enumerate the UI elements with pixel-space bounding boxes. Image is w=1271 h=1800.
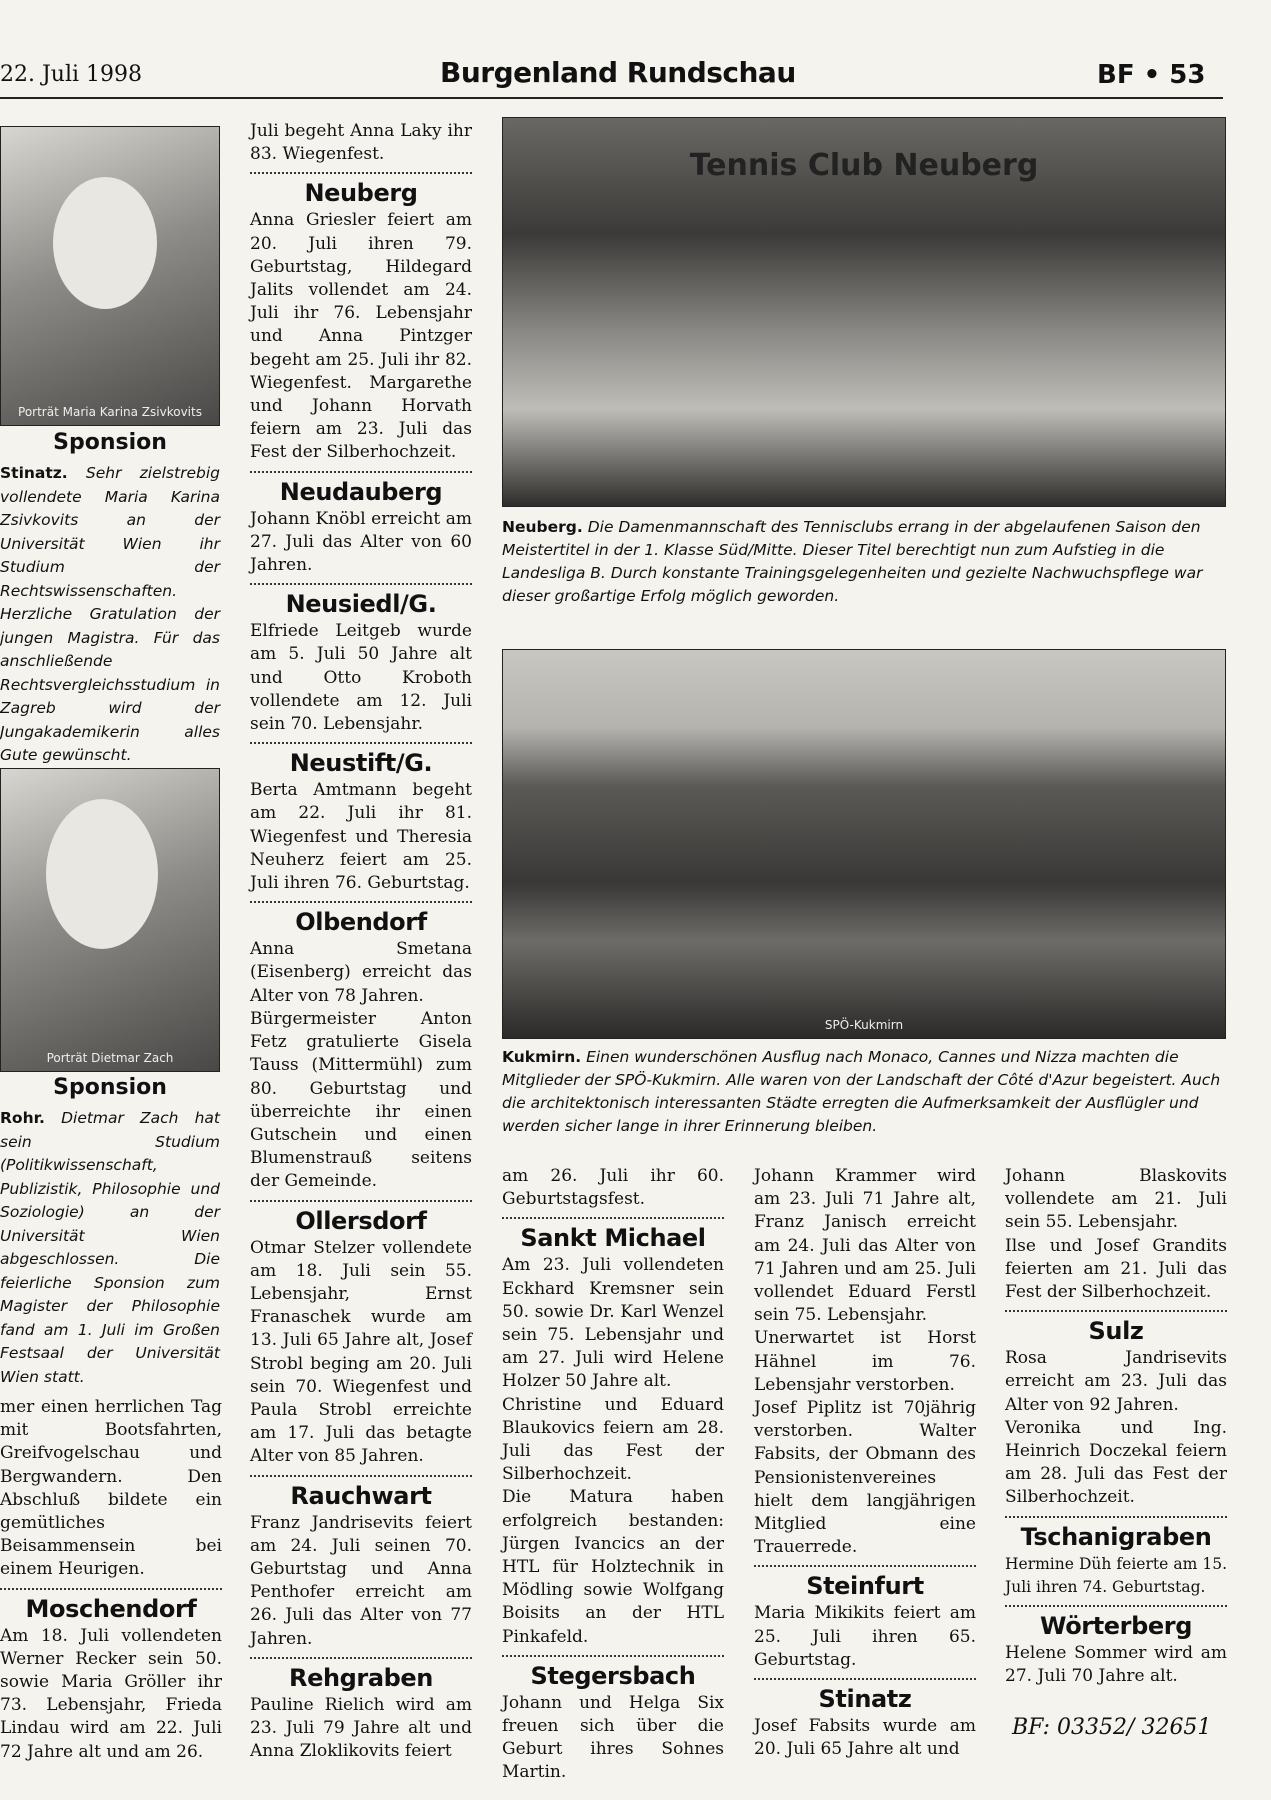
- group-caption-town: Kukmirn.: [502, 1048, 582, 1066]
- woerterberg-text: Helene Sommer wird am 27. Juli 70 Jahre alt.: [1005, 1643, 1227, 1687]
- dotted-divider: [250, 583, 472, 585]
- group-photo-label: SPÖ-Kukmirn: [824, 1018, 904, 1032]
- column-4: [754, 1165, 976, 1761]
- olbendorf-text-1: Anna Smetana (Eisenberg) erreicht das Alter von 78 Jahren.: [250, 939, 472, 1006]
- column-1-bottom: [0, 1396, 222, 1764]
- sulz-text-2: Veronika und Ing. Heinrich Doczekal feiern am 28. Juli das Fest der Silberhochzeit.: [1005, 1417, 1227, 1508]
- sankt-michael-text-1: Am 23. Juli vollendeten Eckhard Kremsner sein 50. sowie Dr. Karl Wenzel sein 75. Lebensjahr und am 27. Juli wird Helene Holzer 50 Jahre alt.: [502, 1255, 724, 1392]
- sponsion-town-1: Stinatz.: [0, 464, 68, 482]
- col5-continued-2: Ilse und Josef Grandits feierten am 21. Juli das Fest der Silberhochzeit.: [1005, 1235, 1227, 1303]
- column-5: [1005, 1165, 1227, 1688]
- page-number: BF • 53: [1097, 60, 1206, 90]
- tennis-caption-town: Neuberg.: [502, 518, 583, 536]
- town-heading-tschanigraben: Tschanigraben: [1020, 1522, 1212, 1551]
- sankt-michael-text-2: Christine und Eduard Blaukovics feiern am 28. Juli das Fest der Silberhochzeit.: [502, 1394, 724, 1485]
- town-heading-ollersdorf: Ollersdorf: [295, 1206, 427, 1235]
- town-heading-sankt-michael: Sankt Michael: [520, 1224, 706, 1253]
- moschendorf-text: Am 18. Juli vollendeten Werner Recker sein 50. sowie Maria Gröller ihr 73. Lebensjahr, Frieda Lindau wird am 22. Juli 72 Jahre alt und am 26.: [0, 1625, 222, 1762]
- tschanigraben-text: Hermine Düh feierte am 15. Juli ihren 74. Geburtstag.: [1005, 1554, 1227, 1596]
- issue-date: 22. Juli 1998: [0, 62, 143, 87]
- neusiedl-text: Elfriede Leitgeb wurde am 5. Juli 50 Jahre alt und Otto Kroboth vollendete am 12. Juli sein 70. Lebensjahr.: [250, 621, 472, 735]
- portrait-photo-1: [0, 126, 220, 426]
- column-2: [250, 120, 472, 1763]
- dotted-divider: [1005, 1605, 1227, 1607]
- col2-continued: Juli begeht Anna Laky ihr 83. Wiegenfest.: [250, 121, 472, 165]
- col1-continued: mer einen herrlichen Tag mit Bootsfahrten, Greifvogelschau und Bergwandern. Den Abschluß bildete ein gemütliches Beisammensein bei einem Heurigen.: [0, 1397, 222, 1580]
- stegersbach-text: Johann und Helga Six freuen sich über die Geburt ihres Sohnes Martin.: [502, 1692, 724, 1783]
- town-heading-sulz: Sulz: [1088, 1317, 1144, 1346]
- sponsion-article-2: [0, 1073, 220, 1389]
- town-heading-neudauberg: Neudauberg: [279, 477, 443, 506]
- dotted-divider: [250, 471, 472, 473]
- ollersdorf-text: Otmar Stelzer vollendete am 18. Juli sein 55. Lebensjahr, Ernst Franaschek wurde am 13. Juli 65 Jahre alt, Josef Strobl beging am 20. Juli sein 70. Wiegenfest und Paula Strobl erreichte am 17. Juli das betagte Alter von 85 Jahren.: [250, 1237, 472, 1467]
- town-heading-steinfurt: Steinfurt: [806, 1572, 924, 1601]
- neuberg-text: Anna Griesler feiert am 20. Juli ihren 79. Geburtstag, Hildegard Jalits vollendet am 24. Juli ihr 76. Lebensjahr und Anna Pintzger begeht am 25. Juli ihr 82. Wiegenfest. Margarethe und Johann Horvath feiern am 23. Juli das Fest der Silberhochzeit.: [250, 210, 472, 463]
- town-heading-neustift: Neustift/G.: [289, 749, 433, 778]
- col4-continued-3: Josef Piplitz ist 70jährig verstorben. Walter Fabsits, der Obmann des Pensionistenvereines hielt dem langjährigen Mitglied eine Trauerrede.: [754, 1398, 976, 1558]
- sponsion-heading-2: Sponsion: [53, 1075, 167, 1100]
- portrait-face: [46, 799, 158, 949]
- portrait-photo-2: [0, 768, 220, 1072]
- dotted-divider: [502, 1655, 724, 1657]
- town-heading-neusiedl: Neusiedl/G.: [285, 590, 437, 619]
- town-heading-rauchwart: Rauchwart: [290, 1481, 432, 1510]
- sulz-text-1: Rosa Jandrisevits erreicht am 23. Juli das Alter von 92 Jahren.: [1005, 1348, 1227, 1415]
- tennis-photo-label: Tennis Club Neuberg: [689, 148, 1039, 183]
- rauchwart-text: Franz Jandrisevits feiert am 24. Juli seinen 70. Geburtstag und Anna Penthofer erreicht am 26. Juli das Alter von 77 Jahren.: [250, 1512, 472, 1649]
- town-heading-stinatz: Stinatz: [818, 1685, 912, 1714]
- portrait-label: Porträt Dietmar Zach: [46, 1051, 174, 1065]
- neustift-text: Berta Amtmann begeht am 22. Juli ihr 81. Wiegenfest und Theresia Neuherz feiert am 25. Juli ihren 76. Geburtstag.: [250, 780, 472, 894]
- dotted-divider: [250, 1475, 472, 1477]
- town-heading-olbendorf: Olbendorf: [295, 908, 427, 937]
- rehgraben-text: Pauline Rielich wird am 23. Juli 79 Jahre alt und Anna Zloklikovits feiert: [250, 1694, 472, 1762]
- group-caption: [502, 1046, 1226, 1138]
- group-photo: [502, 649, 1226, 1039]
- dotted-divider: [250, 172, 472, 174]
- sponsion-text-1: Sehr zielstrebig vollendete Maria Karina Zsivkovits an der Universität Wien ihr Studium der Rechtswissenschaften. Herzliche Gratulation der jungen Magistra. Für das anschließende Rechtsvergleichsstudium in Zagreb wird der Jungakademikerin alles Gute gewünscht.: [0, 464, 220, 764]
- tennis-caption: [502, 516, 1226, 608]
- sponsion-heading-1: Sponsion: [53, 430, 167, 455]
- dotted-divider: [754, 1565, 976, 1567]
- dotted-divider: [754, 1678, 976, 1680]
- dotted-divider: [250, 1200, 472, 1202]
- sankt-michael-text-3: Die Matura haben erfolgreich bestanden: Jürgen Ivancics an der HTL für Holztechnik in Mödling sowie Wolfgang Boisits an der HTL Pinkafeld.: [502, 1487, 724, 1647]
- tennis-club-photo: [502, 117, 1226, 507]
- column-3: [502, 1165, 724, 1785]
- olbendorf-text-2: Bürgermeister Anton Fetz gratulierte Gisela Tauss (Mittermühl) zum 80. Geburtstag und überreichte ihr einen Gutschein und einen Blumenstrauß seitens der Gemeinde.: [250, 1008, 472, 1192]
- town-heading-stegersbach: Stegersbach: [530, 1661, 696, 1690]
- dotted-divider: [1005, 1516, 1227, 1518]
- dotted-divider: [1005, 1310, 1227, 1312]
- town-heading-rehgraben: Rehgraben: [289, 1663, 433, 1692]
- dotted-divider: [250, 742, 472, 744]
- contact-phone: BF: 03352/ 32651: [1012, 1715, 1212, 1740]
- dotted-divider: [0, 1588, 222, 1590]
- group-caption-text: Einen wunderschönen Ausflug nach Monaco, Cannes und Nizza machten die Mitglieder der SPÖ-Kukmirn. Alle waren von der Landschaft der Côté d'Azur begeistert. Auch die architektonisch interessanten Städte erregten die Aufmerksamkeit der Ausflügler und werden sicher lange in ihrer Erinnerung bleiben.: [502, 1048, 1221, 1135]
- col5-continued-1: Johann Blaskovits vollendete am 21. Juli sein 55. Lebensjahr.: [1005, 1166, 1227, 1233]
- col4-continued-1: Johann Krammer wird am 23. Juli 71 Jahre alt, Franz Janisch erreicht am 24. Juli das Alter von 71 Jahren und am 25. Juli vollendet Eduard Ferstl sein 75. Lebensjahr.: [754, 1166, 976, 1326]
- header-rule: [0, 97, 1223, 99]
- portrait-face: [53, 177, 157, 309]
- steinfurt-text: Maria Mikikits feiert am 25. Juli ihren 65. Geburtstag.: [754, 1603, 976, 1670]
- col3-continued: am 26. Juli ihr 60. Geburtstagsfest.: [502, 1166, 724, 1210]
- dotted-divider: [502, 1217, 724, 1219]
- dotted-divider: [250, 901, 472, 903]
- sponsion-text-2: Dietmar Zach hat sein Studium (Politikwissenschaft, Publizistik, Philosophie und Soziologie) an der Universität Wien abgeschlossen. Die feierliche Sponsion zum Magister der Philosophie fand am 1. Juli im Großen Festsaal der Universität Wien statt.: [0, 1109, 220, 1386]
- dotted-divider: [250, 1657, 472, 1659]
- town-heading-woerterberg: Wörterberg: [1039, 1612, 1192, 1641]
- stinatz-text: Josef Fabsits wurde am 20. Juli 65 Jahre alt und: [754, 1716, 976, 1760]
- town-heading-moschendorf: Moschendorf: [25, 1594, 197, 1623]
- newspaper-title: Burgenland Rundschau: [440, 56, 796, 89]
- col4-continued-2: Unerwartet ist Horst Hähnel im 76. Lebensjahr verstorben.: [754, 1328, 976, 1395]
- town-heading-neuberg: Neuberg: [304, 179, 418, 208]
- tennis-caption-text: Die Damenmannschaft des Tennisclubs errang in der abgelaufenen Saison den Meistertitel in der 1. Klasse Süd/Mitte. Dieser Titel berechtigt nun zum Aufstieg in die Landesliga B. Durch konstante Trainingsgelegenheiten und gezielte Nachwuchspflege war dieser großartige Erfolg möglich geworden.: [502, 518, 1203, 605]
- sponsion-article-1: [0, 428, 220, 768]
- neudauberg-text: Johann Knöbl erreicht am 27. Juli das Alter von 60 Jahren.: [250, 508, 472, 576]
- portrait-label: Porträt Maria Karina Zsivkovits: [18, 405, 202, 419]
- sponsion-town-2: Rohr.: [0, 1109, 45, 1127]
